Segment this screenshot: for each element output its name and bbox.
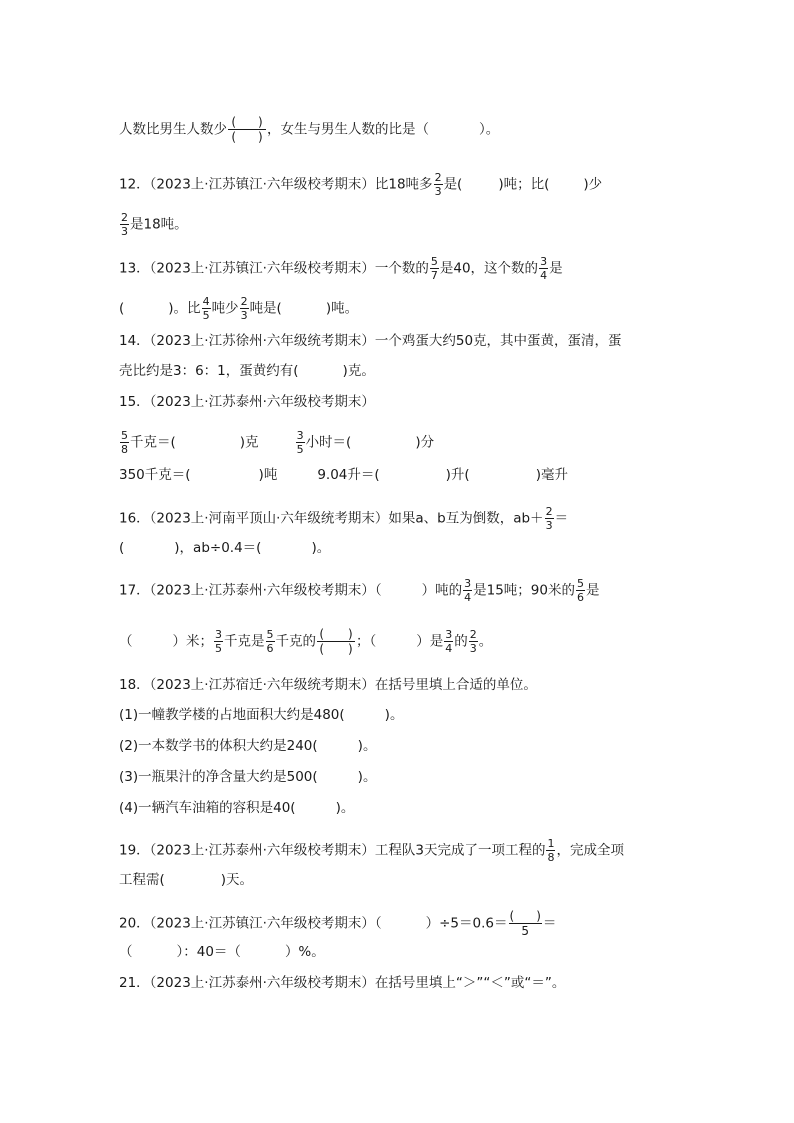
q18-line1 xyxy=(119,679,537,693)
q18-item-4 xyxy=(119,802,354,816)
fraction xyxy=(202,296,211,321)
fraction-denominator: 3 xyxy=(121,225,128,238)
fraction xyxy=(240,296,249,321)
q17-text-i: ；（ xyxy=(356,633,377,650)
fraction-numerator: 1 xyxy=(547,837,555,850)
q16-text-a: 如果a、b互为倒数，ab＋ xyxy=(388,510,544,527)
q16-text-d: )，ab÷0.4＝( xyxy=(174,540,262,556)
q15-line3 xyxy=(119,469,568,483)
paren-open: ( xyxy=(231,130,236,144)
q18-item-text: (3)一瓶果汁的净含量大约是500( xyxy=(119,769,318,785)
q21-text-a: 在括号里填上“＞”“＜”或“＝”。 xyxy=(374,975,566,991)
q12-line1 xyxy=(119,172,602,197)
q18-item-text: (1)一幢教学楼的占地面积大约是480( xyxy=(119,707,345,723)
paren-close: ) xyxy=(536,909,541,923)
q17-text-c: 是15吨；90米的 xyxy=(473,582,575,599)
q20-line1 xyxy=(119,910,556,937)
fraction xyxy=(296,430,305,455)
q17-text-j: ）是 xyxy=(416,633,444,650)
q13-text-b: 是40，这个数的 xyxy=(439,260,539,277)
q19-text-a: 工程队3天完成了一项工程的 xyxy=(374,842,546,859)
q19-line1 xyxy=(119,838,624,863)
q13-line2 xyxy=(119,296,358,321)
q20-text-a: （ xyxy=(374,915,382,932)
fraction xyxy=(546,838,555,863)
q18-item-close: )。 xyxy=(357,738,377,754)
fraction-numerator-blank xyxy=(228,116,266,130)
q14-text: 14．（2023上·江苏徐州·六年级统考期末）一个鸡蛋大约50克，其中蛋黄，蛋清，蛋 xyxy=(119,333,622,349)
fraction-numerator: 5 xyxy=(430,255,438,268)
q17-line1 xyxy=(119,578,599,603)
fraction-numerator: 2 xyxy=(545,505,553,518)
paren-open: ( xyxy=(231,115,236,129)
fraction-denominator: 3 xyxy=(545,519,553,532)
q21-line1 xyxy=(119,977,565,991)
q14-line2 xyxy=(119,365,375,379)
q20-text-e: ）：40＝（ xyxy=(176,944,241,960)
q14-text-b: )克。 xyxy=(342,363,375,379)
fraction-numerator-blank xyxy=(509,910,542,924)
fraction-numerator: 5 xyxy=(121,429,128,442)
q19-line2 xyxy=(119,874,253,888)
q20-text-c: ＝ xyxy=(542,915,557,932)
q15-text-a: 千克＝( xyxy=(130,434,176,451)
paren-open: ( xyxy=(509,909,515,923)
q17-text-a: （ xyxy=(374,582,382,599)
q15-text-c: 小时＝( xyxy=(305,434,352,451)
q19-text-c: 工程需( xyxy=(119,872,165,888)
fraction-numerator: 3 xyxy=(540,255,548,268)
q18-item-close: )。 xyxy=(384,707,404,723)
q15-text-e: 350千克＝( xyxy=(119,467,191,483)
fraction-numerator-blank xyxy=(317,628,355,642)
fraction xyxy=(434,172,443,197)
q12-text-e: 是18吨。 xyxy=(130,216,188,233)
q18-item-2 xyxy=(119,740,376,754)
q13-text-c: 是 xyxy=(549,260,563,277)
fraction xyxy=(463,578,472,603)
question-source: 16．（2023上·河南平顶山·六年级统考期末） xyxy=(119,510,389,527)
q20-line2 xyxy=(119,946,325,960)
fraction-denominator: 8 xyxy=(121,443,128,456)
q19-text-d: )天。 xyxy=(220,872,254,888)
question-source: 19．（2023上·江苏泰州·六年级校考期末） xyxy=(119,842,375,859)
fraction xyxy=(214,629,223,654)
q11-line xyxy=(119,116,499,143)
fraction-numerator: 3 xyxy=(215,628,222,641)
q14-line1 xyxy=(119,335,622,349)
q14-text-a: 壳比约是3：6：1，蛋黄约有( xyxy=(119,363,299,379)
q15-text-g: 9.04升＝( xyxy=(317,467,380,483)
fraction-numerator: 2 xyxy=(434,171,442,184)
q17-text-g: 千克是 xyxy=(224,633,265,650)
question-source: 18．（2023上·江苏宿迁·六年级统考期末） xyxy=(119,677,375,693)
q15-text-d: )分 xyxy=(415,434,435,451)
fraction-denominator: 4 xyxy=(445,642,453,655)
question-source: 17．（2023上·江苏泰州·六年级校考期末） xyxy=(119,582,375,599)
q12-text-b: 是( xyxy=(443,176,463,193)
fraction xyxy=(120,430,129,455)
fraction-denominator-blank xyxy=(317,642,355,655)
fraction xyxy=(120,212,129,237)
q18-item-text: (2)一本数学书的体积大约是240( xyxy=(119,738,318,754)
question-source: 21．（2023上·江苏泰州·六年级校考期末） xyxy=(119,975,375,991)
fraction-numerator: 3 xyxy=(464,577,472,590)
q17-text-k: 的 xyxy=(454,633,468,650)
q12-line2 xyxy=(119,212,188,237)
fraction-denominator: 4 xyxy=(464,591,472,604)
q17-text-l: 。 xyxy=(478,633,493,650)
fraction-denominator: 5 xyxy=(202,309,210,322)
fraction xyxy=(576,578,585,603)
paren-open: ( xyxy=(319,642,324,656)
paren-close: ) xyxy=(258,130,263,144)
fraction-numerator: 3 xyxy=(445,628,453,641)
fraction xyxy=(430,256,439,281)
q16-line2 xyxy=(119,542,330,556)
paren-close: ) xyxy=(348,642,353,656)
q17-line2 xyxy=(119,628,492,655)
fraction-denominator: 5 xyxy=(215,642,222,655)
q15-text-b: )克 xyxy=(239,434,259,451)
q17-text-f: ）米； xyxy=(172,633,213,650)
question-source: 12．（2023上·江苏镇江·六年级校考期末） xyxy=(119,176,375,193)
question-source: 15．（2023上·江苏泰州·六年级校考期末） xyxy=(119,394,375,410)
fraction-denominator: 5 xyxy=(521,924,529,938)
q13-text-h: )吨。 xyxy=(325,300,359,317)
question-source: 13．（2023上·江苏镇江·六年级校考期末） xyxy=(119,260,375,277)
paren-close: ) xyxy=(348,627,353,641)
blank-fraction xyxy=(317,628,355,655)
q16-text-b: ＝ xyxy=(554,510,569,527)
q13-text-g: 吨是( xyxy=(249,300,282,317)
q16-line1 xyxy=(119,506,568,531)
blank-fraction xyxy=(228,116,266,143)
q11-text-a: 人数比男生人数少 xyxy=(119,121,227,138)
fraction xyxy=(266,629,275,654)
q18-item-close: )。 xyxy=(357,769,377,785)
q18-item-3 xyxy=(119,771,376,785)
fraction xyxy=(545,506,554,531)
q15-line1 xyxy=(119,396,375,410)
q18-item-close: )。 xyxy=(335,800,355,816)
q17-text-d: 是 xyxy=(585,582,600,599)
fraction-denominator: 4 xyxy=(540,269,548,282)
q13-text-e: )。比 xyxy=(168,300,201,317)
fraction-numerator: 5 xyxy=(266,628,274,641)
fraction xyxy=(539,256,548,281)
fraction-denominator-blank xyxy=(228,130,266,143)
fraction xyxy=(469,629,478,654)
fraction-denominator: 3 xyxy=(240,309,248,322)
q15-line2 xyxy=(119,430,434,455)
fraction-numerator: 2 xyxy=(240,295,248,308)
fraction-denominator: 8 xyxy=(547,851,555,864)
q20-text-d: （ xyxy=(119,944,133,960)
q20-text-f: ）%。 xyxy=(284,944,325,960)
q16-text-e: )。 xyxy=(311,540,331,556)
q15-text-i: )毫升 xyxy=(535,467,568,483)
q11-text-b: ，女生与男生人数的比是（ xyxy=(267,121,429,138)
q12-text-d: )少 xyxy=(583,176,603,193)
fraction-numerator: 5 xyxy=(576,577,584,590)
fraction-numerator: 2 xyxy=(469,628,477,641)
q18-item-text: (4)一辆汽车油箱的容积是40( xyxy=(119,800,296,816)
blank-fraction xyxy=(509,910,542,937)
fraction-denominator: 3 xyxy=(434,185,442,198)
fraction-denominator: 6 xyxy=(576,591,584,604)
fraction-numerator: 4 xyxy=(202,295,210,308)
q15-text-h: )升( xyxy=(445,467,470,483)
q13-text-a: 一个数的 xyxy=(374,260,429,277)
question-source: 20．（2023上·江苏镇江·六年级校考期末） xyxy=(119,915,375,932)
q18-title: 在括号里填上合适的单位。 xyxy=(374,677,537,693)
q17-text-b: ）吨的 xyxy=(421,582,463,599)
fraction-numerator: 3 xyxy=(296,429,304,442)
fraction-denominator: 3 xyxy=(469,642,477,655)
q13-line1 xyxy=(119,256,563,281)
paren-close: ) xyxy=(258,115,263,129)
fraction-denominator: 7 xyxy=(430,269,438,282)
fraction-denominator: 6 xyxy=(266,642,274,655)
q13-text-f: 吨少 xyxy=(211,300,239,317)
q17-text-e: （ xyxy=(119,633,133,650)
q12-text-a: 比18吨多 xyxy=(374,176,433,193)
q13-text-d: ( xyxy=(119,300,125,317)
q16-text-c: ( xyxy=(119,540,125,556)
q19-text-b: ，完成全项 xyxy=(556,842,624,859)
q15-text-f: )吨 xyxy=(258,467,278,483)
fraction xyxy=(444,629,453,654)
fraction-denominator: 5 xyxy=(296,443,304,456)
fraction-numerator: 2 xyxy=(121,211,128,224)
q11-text-c: ）。 xyxy=(479,121,500,138)
q17-text-h: 千克的 xyxy=(275,633,316,650)
paren-open: ( xyxy=(319,627,324,641)
q20-text-b: ）÷5＝0.6＝ xyxy=(425,915,508,932)
q18-item-1 xyxy=(119,709,403,723)
q12-text-c: )吨；比( xyxy=(498,176,550,193)
